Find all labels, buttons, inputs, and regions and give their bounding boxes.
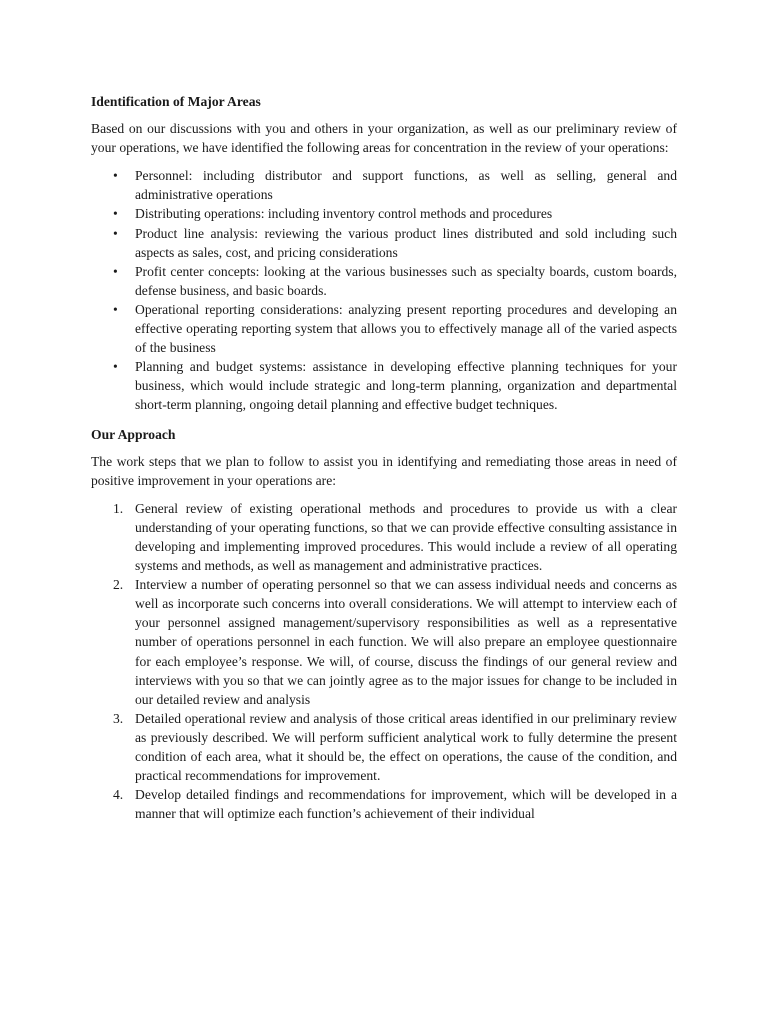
step-item-2 <box>113 575 677 709</box>
section-heading-our-approach: Our Approach <box>91 426 176 442</box>
step-text: General review of existing operational methods and procedures to provide us with a clear understanding of your operating functions, so that we can provide effective consulting assistance in developing and implementing improved procedures. This would include a review of all operating systems and methods, as well as management and administrative practices. <box>135 500 677 574</box>
step-number: 1. <box>113 500 124 516</box>
bullet-icon: • <box>113 225 118 241</box>
step-number: 3. <box>113 710 124 726</box>
list-item-personnel <box>113 166 677 204</box>
step-text: Interview a number of operating personnel so that we can assess individual needs and concerns as well as incorporate such concerns into overall considerations. We will attempt to interview each of your personnel assigned management/supervisory responsibilities as well as a representative number of operations personnel in each function. We will also prepare an employee questionnaire for each employee’s response. We will, of course, discuss the findings of our general review and interviews with you so that we can jointly agree as to the major issues for change to be included in our detailed review and analysis <box>135 577 677 707</box>
bullet-icon: • <box>113 168 118 184</box>
list-item-operational-reporting <box>113 300 677 357</box>
step-item-3 <box>113 709 677 785</box>
step-text: Detailed operational review and analysis of those critical areas identified in our preliminary review as previously described. We will perform sufficient analytical work to fully determine the present condition of each area, what it should be, the effect on operations, the cause of the condition, and practical recommendations for improvement. <box>135 710 677 784</box>
list-item-distributing <box>113 204 677 223</box>
step-number: 2. <box>113 577 124 593</box>
approach-intro: The work steps that we plan to follow to assist you in identifying and remediating those areas in need of positive improvement in your operations are: <box>91 453 677 488</box>
list-item-text: Distributing operations: including inventory control methods and procedures <box>135 206 553 222</box>
bullet-icon: • <box>113 301 118 317</box>
bullet-icon: • <box>113 263 118 279</box>
list-item-product-line <box>113 224 677 262</box>
list-item-text: Product line analysis: reviewing the various product lines distributed and sold including such aspects as sales, cost, and pricing considerations <box>135 225 677 260</box>
list-item-planning-budget <box>113 357 677 414</box>
step-text: Develop detailed findings and recommendations for improvement, which will be developed in a manner that will optimize each function’s achievement of their individual <box>135 787 677 822</box>
section-heading-major-areas: Identification of Major Areas <box>91 94 261 109</box>
list-item-profit-center <box>113 262 677 300</box>
bullet-icon: • <box>113 206 118 222</box>
list-item-text: Profit center concepts: looking at the various businesses such as specialty boards, custom boards, defense business, and basic boards. <box>135 263 677 298</box>
list-item-text: Operational reporting considerations: analyzing present reporting procedures and developing an effective operating reporting system that allows you to effectively manage all of the varied aspects of the business <box>135 301 677 356</box>
bullet-icon: • <box>113 359 118 375</box>
approach-steps-list <box>91 499 677 824</box>
major-areas-list <box>91 166 677 414</box>
list-item-text: Planning and budget systems: assistance in developing effective planning techniques for your business, which would include strategic and long-term planning, organization and departmental short-term planning, ongoing detail planning and effective budget techniques. <box>135 359 677 413</box>
step-number: 4. <box>113 787 124 803</box>
step-item-1 <box>113 499 677 575</box>
step-item-4 <box>113 785 677 823</box>
list-item-text: Personnel: including distributor and support functions, as well as selling, general and administrative operations <box>135 168 677 203</box>
document-page <box>91 92 677 823</box>
major-areas-intro: Based on our discussions with you and others in your organization, as well as our preliminary review of your operations, we have identified the following areas for concentration in the review of your operations: <box>91 121 677 156</box>
